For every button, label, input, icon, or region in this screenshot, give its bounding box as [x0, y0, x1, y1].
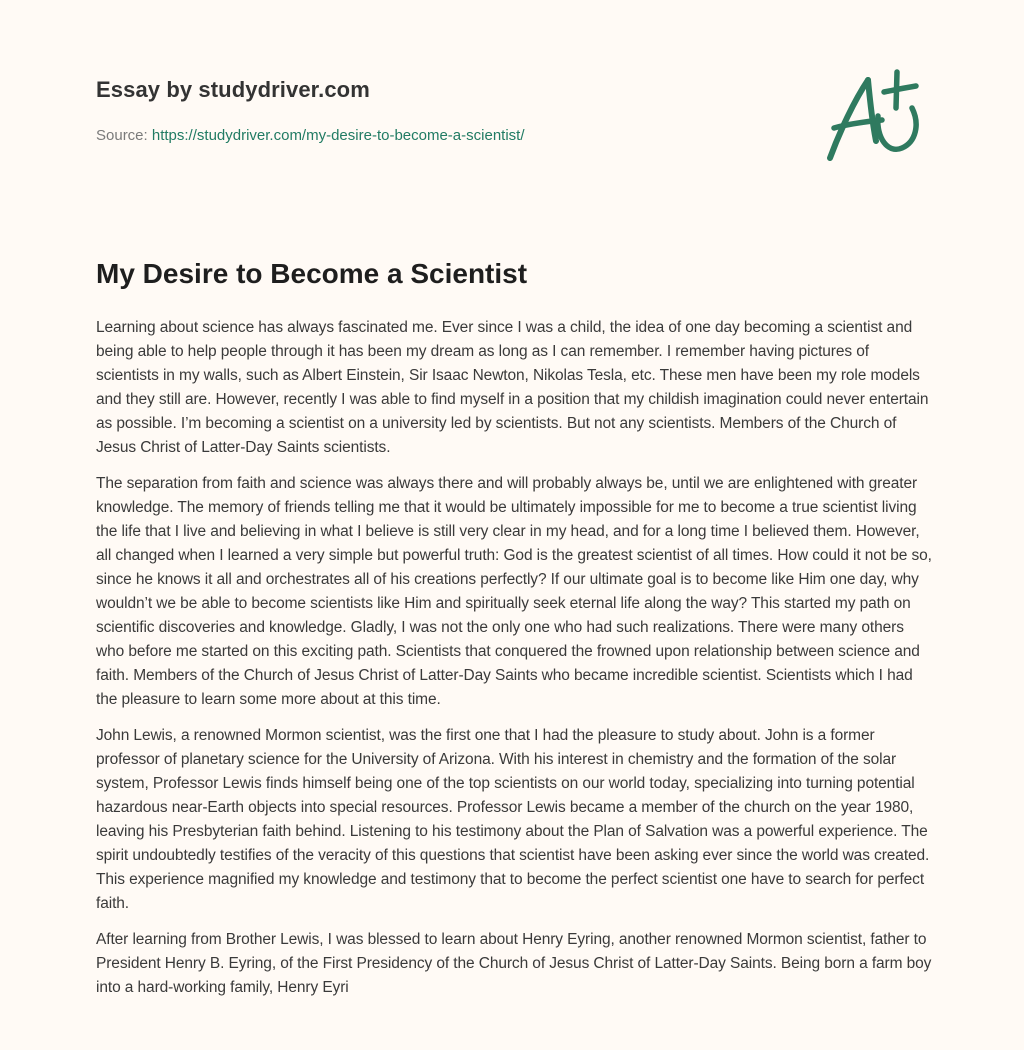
source-line: [96, 126, 796, 146]
site-title: Essay by studydriver.com: [96, 77, 370, 102]
source-label: Source:: [96, 127, 152, 144]
essay-paragraph: The separation from faith and science was always there and will probably always be, until we are enlightened with greater knowledge. The memory of friends telling me that it would be ultimately impossible for me to become a true scientist living the life that I live and believing in what I believe is still very clear in my head, and for a long time I believed them. However, all changed when I learned a very simple but powerful truth: God is the greatest scientist of all times. How could it not be so, since he knows it all and orchestrates all of his creations perfectly? If our ultimate goal is to become like Him one day, why wouldn’t we be able to become scientists like Him and spiritually seek eternal life along the way? This started my path on scientific discoveries and knowledge. Gladly, I was not the only one who had such realizations. There were many others who before me started on this exciting path. Scientists that conquered the frowned upon relationship between science and faith. Members of the Church of Jesus Christ of Latter-Day Saints who became incredible scientist. Scientists which I had the pleasure to learn some more about at this time.: [96, 475, 932, 708]
essay-header: [96, 74, 796, 146]
essay-title: My Desire to Become a Scientist: [96, 258, 528, 289]
a-plus-grade-icon: [820, 66, 930, 166]
essay-article: [96, 252, 932, 1012]
source-link[interactable]: https://studydriver.com/my-desire-to-become-a-scientist/: [151, 127, 525, 144]
essay-paragraph: John Lewis, a renowned Mormon scientist, was the first one that I had the pleasure to study about. John is a former professor of planetary science for the University of Arizona. With his interest in chemistry and the formation of the solar system, Professor Lewis finds himself being one of the top scientists on our world today, specializing into turning potential hazardous near-Earth objects into special resources. Professor Lewis became a member of the church on the year 1980, leaving his Presbyterian faith behind. Listening to his testimony about the Plan of Salvation was a powerful experience. The spirit undoubtedly testifies of the veracity of this questions that scientist have been asking ever since the world was created. This experience magnified my knowledge and testimony that to become the perfect scientist one have to search for perfect faith.: [96, 727, 930, 912]
essay-paragraph: After learning from Brother Lewis, I was blessed to learn about Henry Eyring, another renowned Mormon scientist, father to President Henry B. Eyring, of the First Presidency of the Church of Jesus Christ of Latter-Day Saints. Being born a farm boy into a hard-working family, Henry Eyri: [96, 931, 932, 996]
essay-paragraph: Learning about science has always fascinated me. Ever since I was a child, the idea of one day becoming a scientist and being able to help people through it has been my dream as long as I can remember. I remember having pictures of scientists in my walls, such as Albert Einstein, Sir Isaac Newton, Nikolas Tesla, etc. These men have been my role models and they still are. However, recently I was able to find myself in a position that my childish imagination could never entertain as possible. I’m becoming a scientist on a university led by scientists. But not any scientists. Members of the Church of Jesus Christ of Latter-Day Saints scientists.: [96, 319, 929, 456]
